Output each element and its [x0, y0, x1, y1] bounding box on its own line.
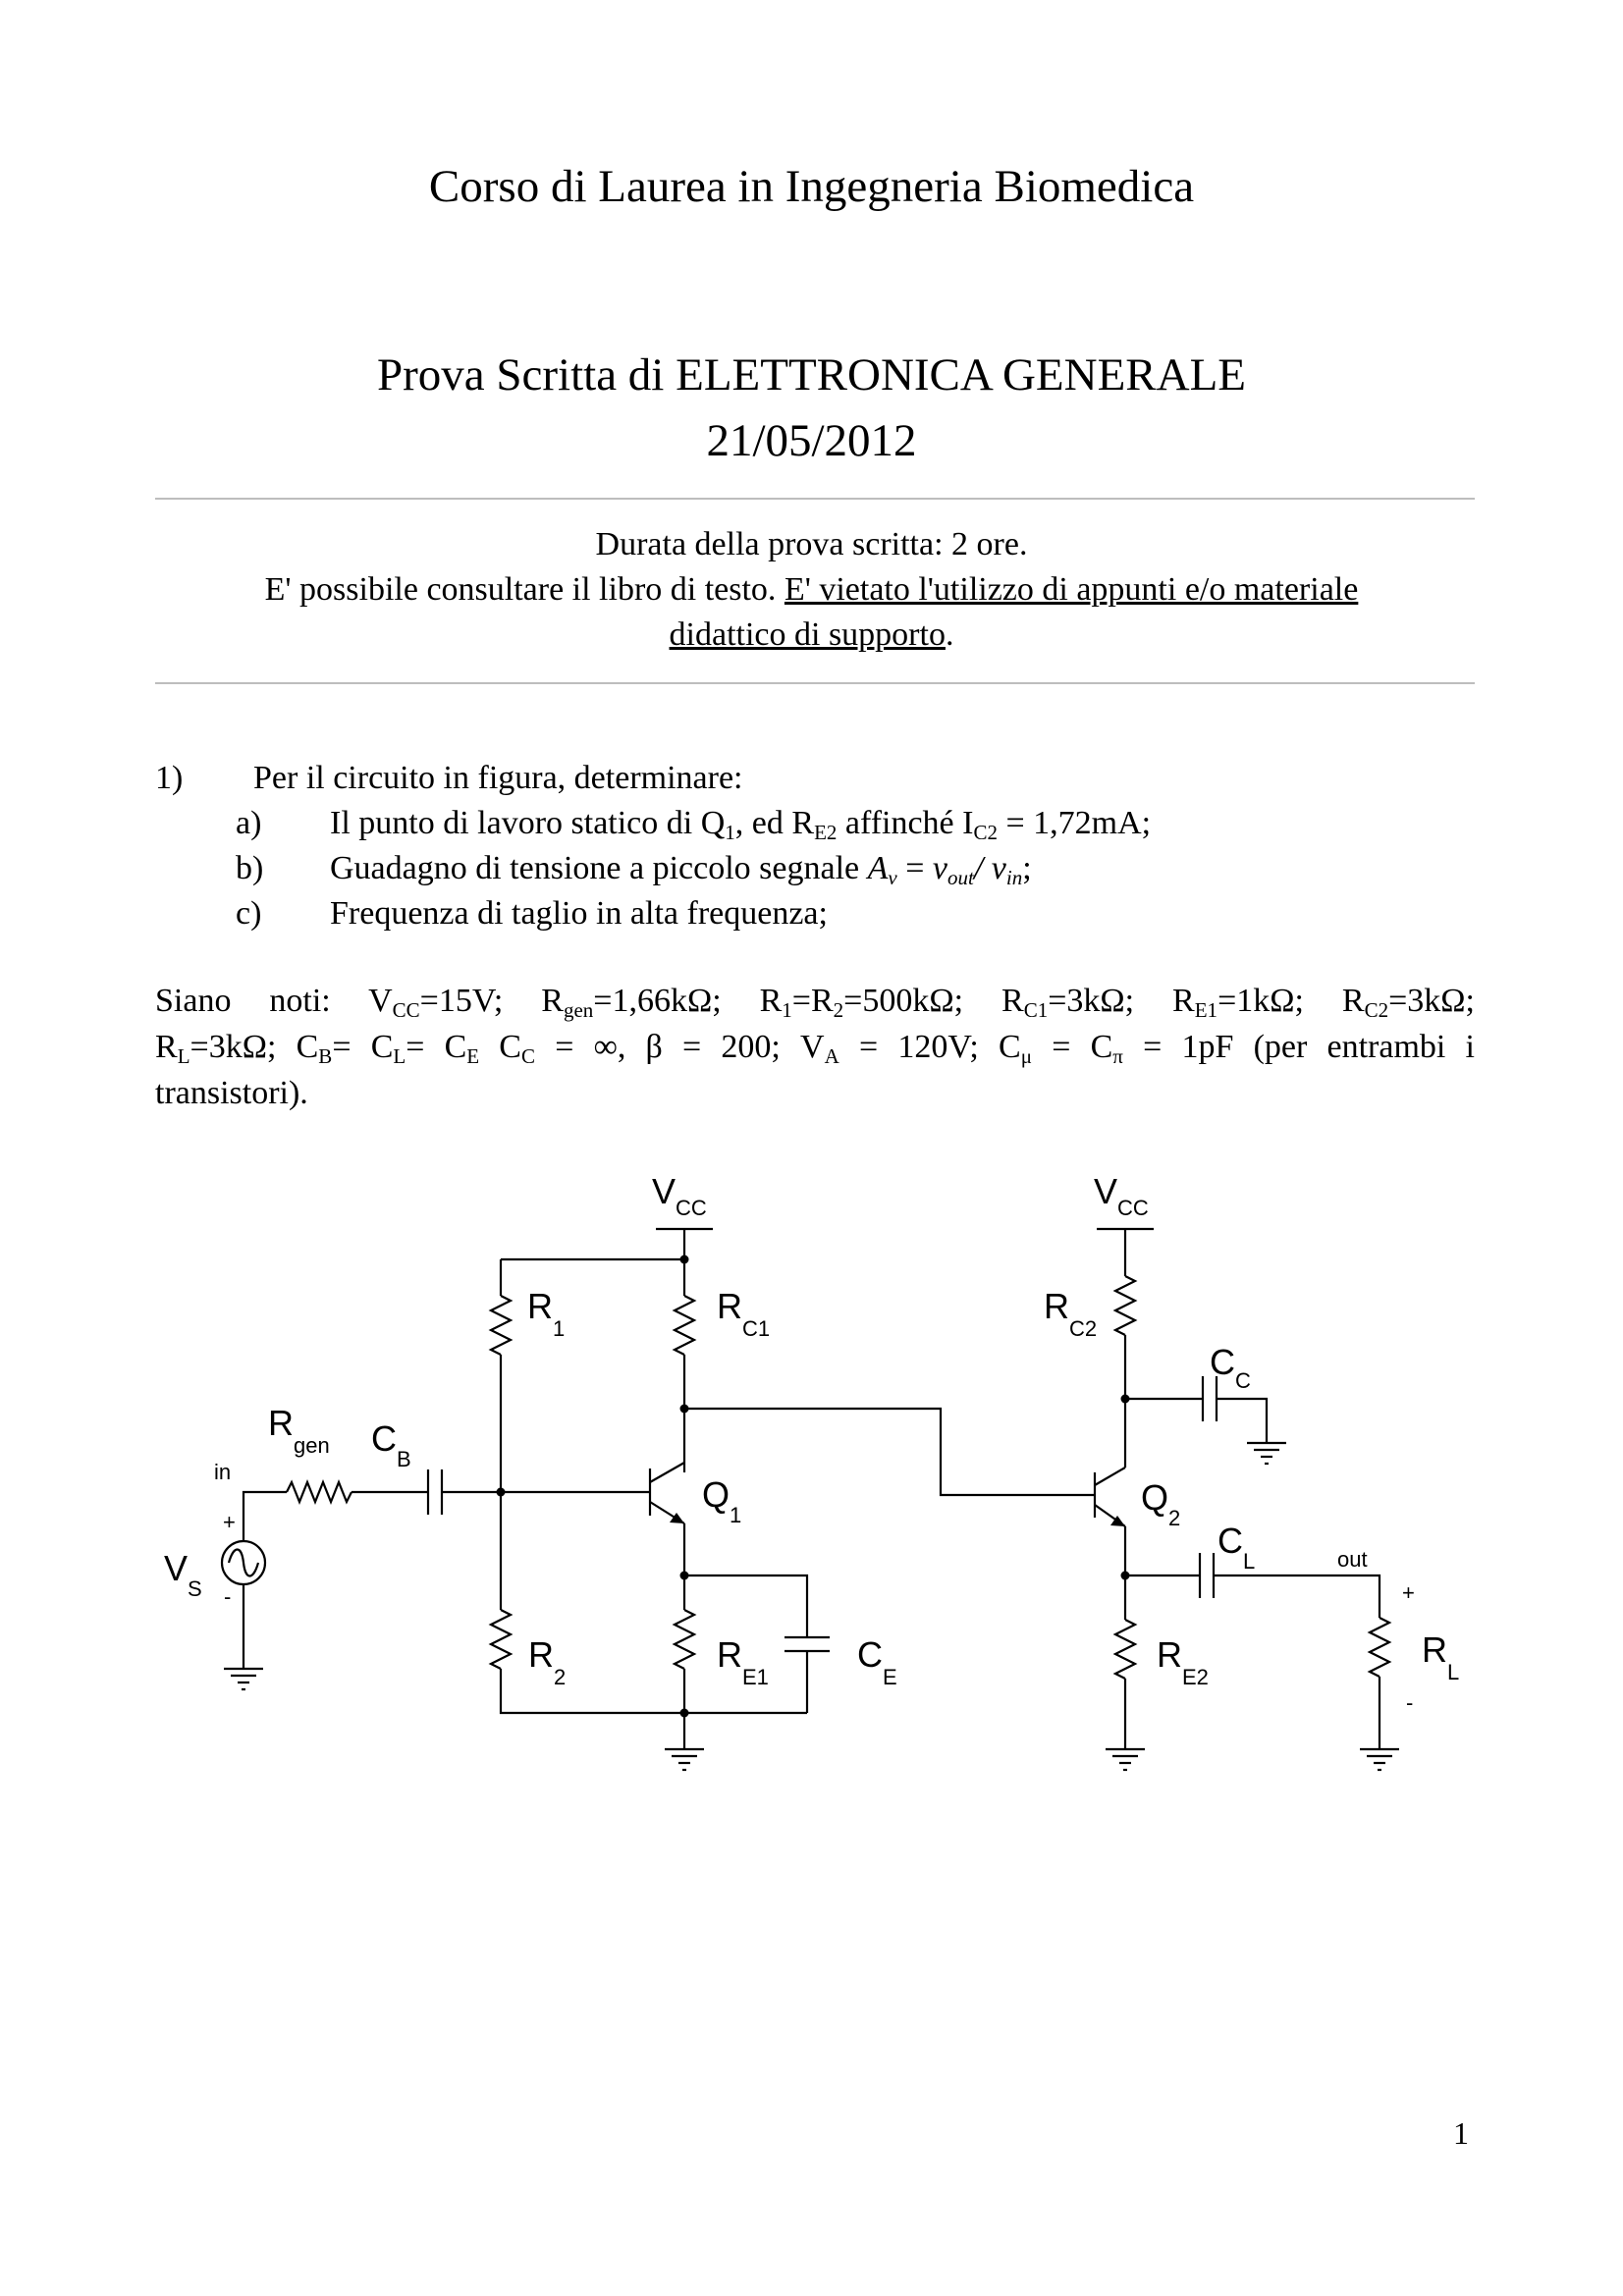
ce-top-wire — [684, 1575, 807, 1637]
label-rl-minus: - — [1406, 1690, 1414, 1715]
label-rc1: $R_{C1}$ — [717, 1286, 771, 1341]
item-b-text: Guadagno di tensione a piccolo segnale $A_v = v_{out}/$ $v_{in}$; — [330, 850, 1032, 889]
label-ce: $C_E$ — [857, 1634, 897, 1689]
item-a-letter: a) — [236, 805, 262, 841]
item-a-text: Il punto di lavoro statico di $Q_1$, ed $R_{E2}$ affinché $I_{C2} = 1,72mA$; — [330, 805, 1152, 844]
forbidden-text-1: E' vietato l'utilizzo di appunti e/o materiale — [784, 571, 1359, 608]
label-rl: $R_L$ — [1422, 1629, 1460, 1684]
q1-emitter-arrow — [670, 1513, 684, 1523]
label-vcc2: $V_{CC}$ — [1094, 1171, 1149, 1220]
page-number: 1 — [1453, 2115, 1469, 2151]
interstage-wire — [684, 1409, 1095, 1495]
label-r2: $R_2$ — [528, 1634, 567, 1689]
label-out: out — [1337, 1547, 1368, 1572]
label-vs-plus: + — [223, 1510, 236, 1534]
cc-right-wire — [1217, 1399, 1267, 1443]
label-rl-plus: + — [1402, 1580, 1415, 1605]
item-b-letter: b) — [236, 850, 264, 886]
rc2-resistor — [1115, 1276, 1135, 1335]
vs-sine — [229, 1550, 258, 1576]
label-cc: $C_C$ — [1210, 1342, 1251, 1393]
label-cb: $C_B$ — [371, 1418, 411, 1471]
re1-resistor — [675, 1610, 694, 1669]
given-values: Siano noti: $V_{CC}=15V$; $R_{gen}=1,66k\Omega$; $R_1=R_2=500k\Omega$; $R_{C1}=3k\Omega$; $R_{E1}=1k\Omega$; $R_{C2}=3k\Omega$; $R_L=3k\Omega$; $C_B= C_L= C_E$ $C_C$ = ∞, β = 200; $V_A = 120V$; $C_\mu = C_\pi = 1pF$ (per entrambi i transistori). — [155, 983, 1475, 1111]
course-title: Corso di Laurea in Ingegneria Biomedica — [428, 161, 1195, 212]
label-re2: $R_{E2}$ — [1157, 1634, 1209, 1689]
label-in: in — [214, 1460, 232, 1484]
re2-resistor — [1115, 1620, 1135, 1679]
ground-cc — [1247, 1443, 1286, 1464]
allowed-text: E' possibile consultare il libro di testo. — [264, 571, 784, 608]
problem-number: 1) — [155, 760, 184, 796]
label-vcc1: $V_{CC}$ — [652, 1171, 707, 1220]
ground-vs — [224, 1669, 263, 1689]
rgen-resistor — [287, 1482, 352, 1502]
r1-resistor — [491, 1296, 511, 1355]
ground-q2 — [1106, 1749, 1145, 1770]
exam-title: Prova Scritta di ELETTRONICA GENERALE — [376, 349, 1247, 400]
exam-date: 21/05/2012 — [706, 415, 917, 466]
period: . — [945, 616, 954, 653]
ground-rl — [1360, 1749, 1399, 1770]
rl-resistor — [1370, 1618, 1389, 1677]
item-c-letter: c) — [236, 895, 262, 932]
out-wire — [1214, 1575, 1380, 1618]
label-rc2: $R_{C2}$ — [1044, 1286, 1098, 1341]
q1-collector-leg — [650, 1463, 684, 1482]
ground-q1 — [665, 1749, 704, 1770]
r2-resistor — [491, 1610, 511, 1669]
item-c-text: Frequenza di taglio in alta frequenza; — [330, 895, 828, 932]
label-cl: $C_L$ — [1217, 1521, 1256, 1574]
label-rgen: $R_{gen}$ — [268, 1403, 330, 1458]
rc1-resistor — [675, 1296, 694, 1355]
q2-collector-leg — [1095, 1468, 1125, 1485]
node-gnd1 — [680, 1709, 689, 1718]
in-wire — [243, 1492, 287, 1541]
label-q1: $Q_1$ — [702, 1474, 742, 1527]
label-q2: $Q_2$ — [1141, 1477, 1181, 1530]
label-vs-minus: - — [224, 1584, 232, 1609]
forbidden-text-2: didattico di supporto — [669, 616, 946, 653]
label-re1: $R_{E1}$ — [717, 1634, 769, 1689]
duration-text: Durata della prova scritta: 2 ore. — [595, 526, 1028, 562]
label-vs: $V_S$ — [164, 1548, 202, 1601]
problem-intro: Per il circuito in figura, determinare: — [253, 760, 743, 796]
label-r1: $R_1$ — [527, 1286, 566, 1341]
